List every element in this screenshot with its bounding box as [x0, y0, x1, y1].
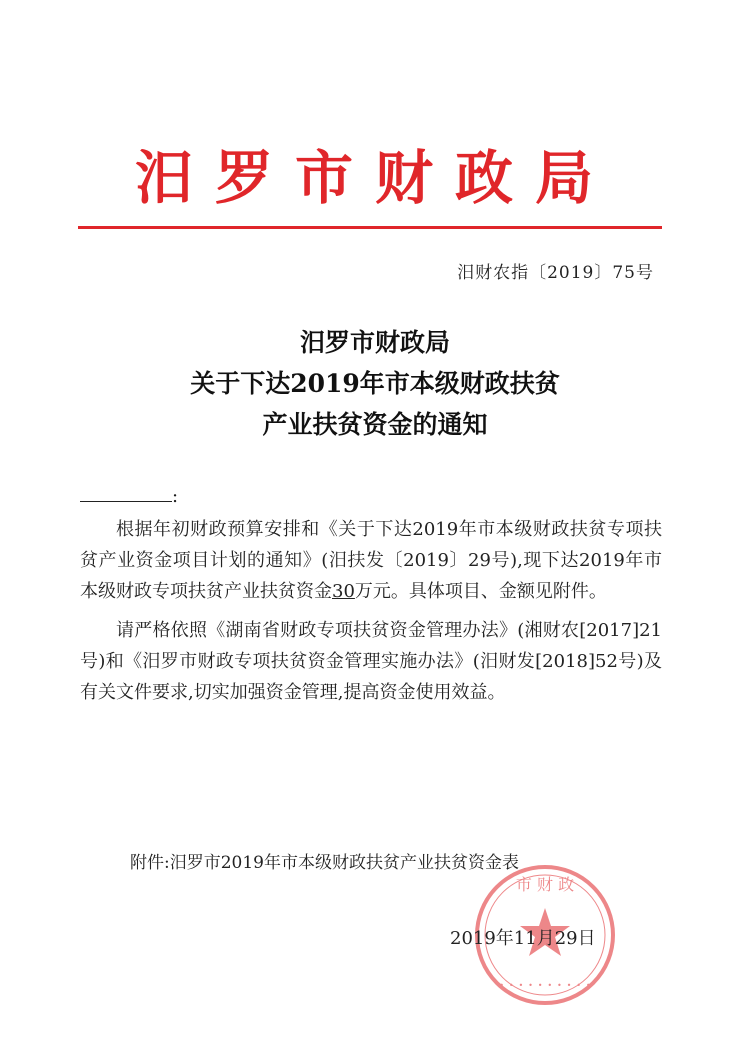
svg-text:市 财 政: 市 财 政 — [515, 875, 575, 894]
attachment-note: 附件:汨罗市2019年市本级财政扶贫产业扶贫资金表 — [130, 853, 519, 873]
body-text — [80, 514, 662, 708]
document-title — [75, 322, 675, 445]
paragraph-1-text: 根据年初财政预算安排和《关于下达2019年市本级财政扶贫专项扶贫产业资金项目计划的通知》(汨扶发〔2019〕29号),现下达2019年市本级财政专项扶贫产业扶贫资金 — [80, 519, 662, 602]
salutation-colon: : — [172, 486, 179, 507]
masthead-title: 汨罗市财政局 — [134, 144, 615, 212]
paragraph-1-tail: 万元。具体项目、金额见附件。 — [354, 581, 607, 602]
title-line-1: 汨罗市财政局 — [299, 328, 450, 357]
title-line-2: 关于下达2019年市本级财政扶贫 — [190, 369, 560, 398]
title-line-3: 产业扶贫资金的通知 — [262, 410, 488, 439]
recipient-blank — [80, 485, 172, 502]
fund-amount: 30 — [332, 581, 355, 602]
issue-date: 2019年11月29日 — [450, 928, 596, 949]
salutation — [80, 485, 178, 507]
masthead-divider — [78, 226, 662, 229]
svg-text:• • • • • • • • • •: • • • • • • • • • • — [499, 981, 591, 990]
paragraph-1 — [80, 514, 662, 607]
paragraph-2: 请严格依照《湖南省财政专项扶贫资金管理办法》(湘财农[2017]21号)和《汨罗市财政专项扶贫资金管理实施办法》(汨财发[2018]52号)及有关文件要求,切实加强资金管理,提高资金使用效益。 — [80, 620, 662, 703]
document-number: 汨财农指〔2019〕75号 — [457, 263, 654, 283]
